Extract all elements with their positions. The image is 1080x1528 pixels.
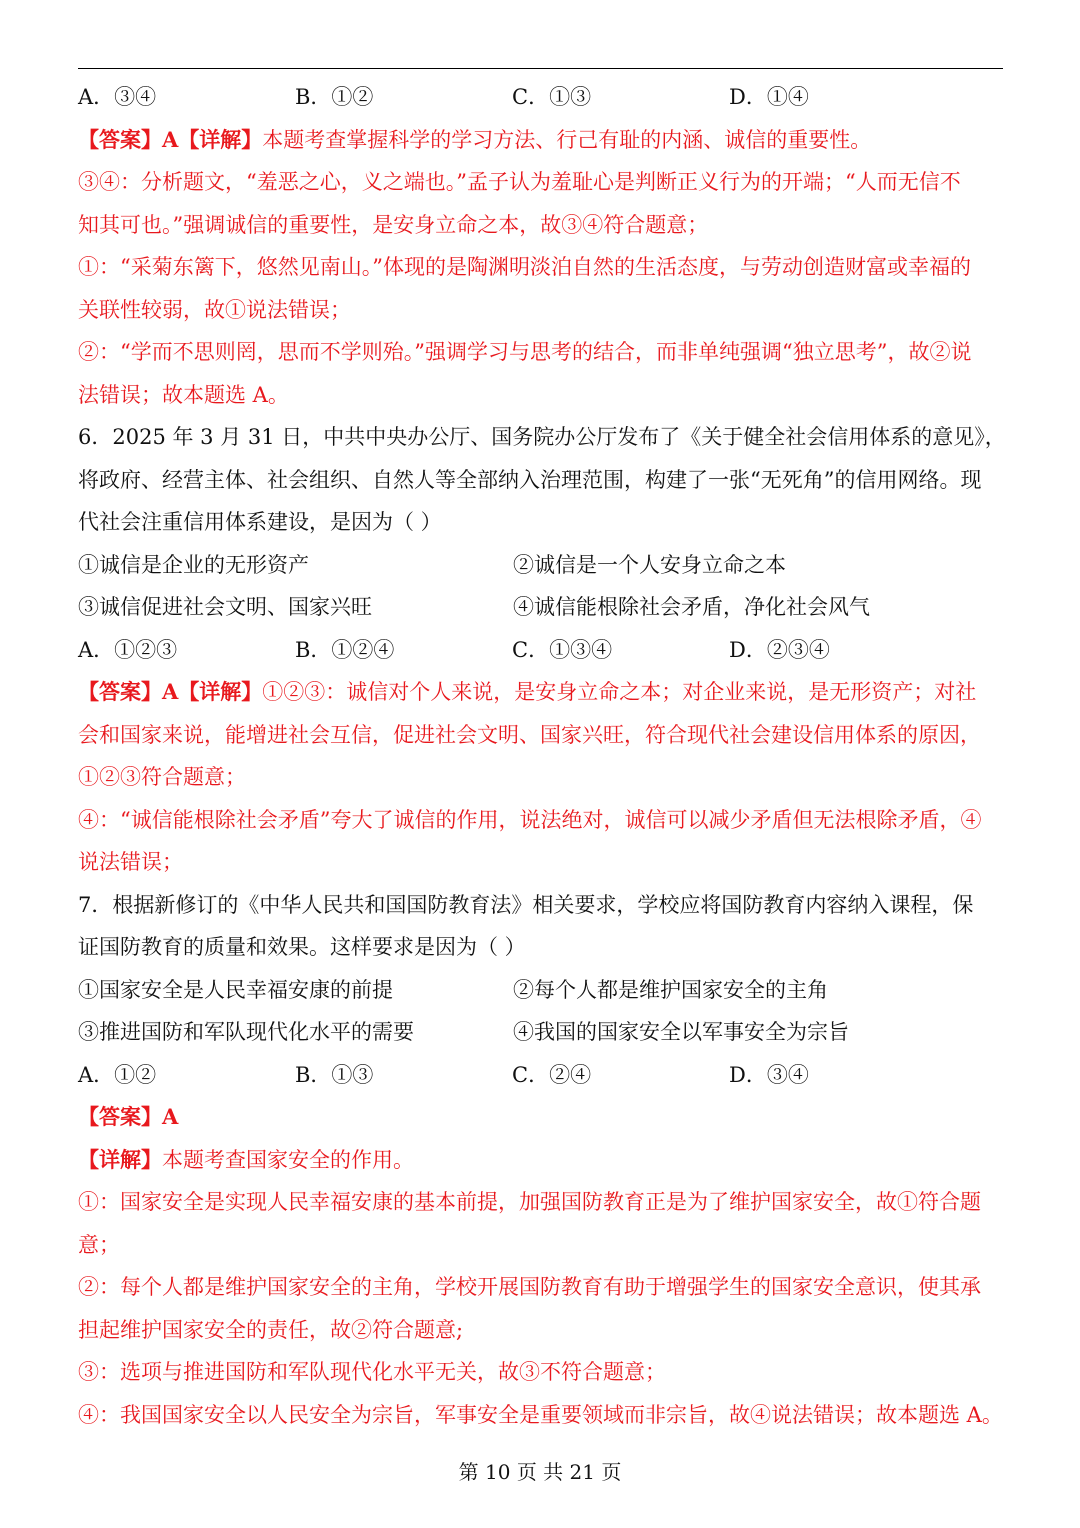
q6-answer-line: ④：“诚信能根除社会矛盾”夸大了诚信的作用，说法绝对，诚信可以减少矛盾但无法根除矛盾，④ [78, 807, 982, 832]
q7-option-a: A．①② [78, 1062, 157, 1087]
q7-statement-4: ④我国的国家安全以军事安全为宗旨 [513, 1020, 849, 1044]
q6-statement-1: ①诚信是企业的无形资产 [78, 552, 309, 577]
header-rule [78, 68, 1003, 69]
q6-answer-line: 说法错误； [78, 850, 183, 874]
q7-answer-line: ②：每个人都是维护国家安全的主角，学校开展国防教育有助于增强学生的国家安全意识，使其承 [78, 1275, 981, 1299]
q6-options [78, 629, 1003, 672]
q6-statements [78, 586, 1003, 629]
q7-answer-line: ①：国家安全是实现人民幸福安康的基本前提，加强国防教育正是为了维护国家安全，故①符合题 [78, 1190, 981, 1214]
q6-answer-line: ①②③符合题意； [78, 765, 246, 789]
q7-statement-1: ①国家安全是人民幸福安康的前提 [78, 977, 393, 1002]
q5-options [78, 76, 1003, 119]
q5-answer-line: ③④：分析题文，“羞恶之心，义之端也。”孟子认为羞耻心是判断正义行为的开端；“人而无信不 [78, 170, 961, 194]
q6-option-a: A．①②③ [78, 637, 178, 662]
q7-statement-2: ②每个人都是维护国家安全的主角 [513, 977, 828, 1002]
q7-answer-line: ④：我国国家安全以人民安全为宗旨，军事安全是重要领域而非宗旨，故④说法错误；故本题选 A。 [78, 1402, 1003, 1427]
q7-answer-line: ③：选项与推进国防和军队现代化水平无关，故③不符合题意； [78, 1360, 666, 1384]
q5-answer-text: 本题考查掌握科学的学习方法、行己有耻的内涵、诚信的重要性。 [262, 127, 872, 152]
q7-statement-3: ③推进国防和军队现代化水平的需要 [78, 1020, 414, 1044]
q6-answer-line [78, 671, 1003, 714]
q7-options [78, 1054, 1003, 1097]
q7-option-d: D．③④ [729, 1062, 809, 1087]
q6-statements [78, 544, 1003, 587]
q7-detail-tag: 【详解】 [78, 1146, 162, 1172]
q5-answer-line: ②：“学而不思则罔，思而不学则殆。”强调学习与思考的结合，而非单纯强调“独立思考”，故②说 [78, 340, 972, 364]
page-content [78, 76, 1006, 1436]
page-number-footer: 第 10 页 共 21 页 [458, 1460, 622, 1484]
q6-stem-line: 将政府、经营主体、社会组织、自然人等全部纳入治理范围，构建了一张“无死角”的信用网络。现 [78, 467, 982, 492]
q5-option-a: A．③④ [78, 85, 157, 109]
q5-answer-line [78, 119, 1003, 162]
q6-statement-2: ②诚信是一个人安身立命之本 [513, 552, 786, 577]
q5-option-b: B．①② [295, 85, 374, 109]
q6-answer-text: ①②③：诚信对个人来说，是安身立命之本；对企业来说，是无形资产；对社 [262, 680, 977, 704]
q6-statement-4: ④诚信能根除社会矛盾，净化社会风气 [513, 595, 870, 619]
q7-option-c: C．②④ [512, 1062, 592, 1087]
q6-option-d: D．②③④ [729, 637, 830, 662]
q6-answer-tag: 【答案】A【详解】 [78, 679, 263, 704]
q6-option-c: C．①③④ [512, 637, 613, 662]
q6-statement-3: ③诚信促进社会文明、国家兴旺 [78, 595, 372, 619]
q6-answer-line: 会和国家来说，能增进社会互信，促进社会文明、国家兴旺，符合现代社会建设信用体系的原因， [78, 722, 981, 747]
q7-statements [78, 969, 1003, 1012]
q5-answer-line: 关联性较弱，故①说法错误； [78, 297, 351, 322]
q7-answer-line: 担起维护国家安全的责任，故②符合题意; [78, 1317, 464, 1342]
q7-answer-line: 意； [78, 1232, 120, 1257]
q5-option-d: D．①④ [729, 85, 809, 109]
q7-option-b: B．①③ [295, 1062, 374, 1087]
q5-answer-line: 知其可也。”强调诚信的重要性，是安身立命之本，故③④符合题意； [78, 212, 709, 237]
q6-stem-line: 6．2025 年 3 月 31 日，中共中央办公厅、国务院办公厅发布了《关于健全社会信用体系的意见》， [78, 425, 1006, 449]
q7-answer-tag: 【答案】A [78, 1104, 179, 1129]
q5-option-c: C．①③ [512, 85, 592, 109]
q5-answer-tag: 【答案】A【详解】 [78, 126, 263, 152]
q6-stem-line: 代社会注重信用体系建设，是因为（ ） [78, 510, 442, 534]
q5-answer-line: 法错误；故本题选 A。 [78, 382, 289, 407]
q6-option-b: B．①②④ [295, 637, 395, 662]
q5-answer-line: ①：“采菊东篱下，悠然见南山。”体现的是陶渊明淡泊自然的生活态度，与劳动创造财富或幸福的 [78, 255, 971, 279]
q7-detail-text: 本题考查国家安全的作用。 [162, 1147, 414, 1172]
q7-detail-line [78, 1139, 1003, 1182]
q7-stem-line: 7．根据新修订的《中华人民共和国国防教育法》相关要求，学校应将国防教育内容纳入课程，保 [78, 892, 974, 917]
q7-statements [78, 1011, 1003, 1054]
q7-stem-line: 证国防教育的质量和效果。这样要求是因为（ ） [78, 935, 526, 959]
